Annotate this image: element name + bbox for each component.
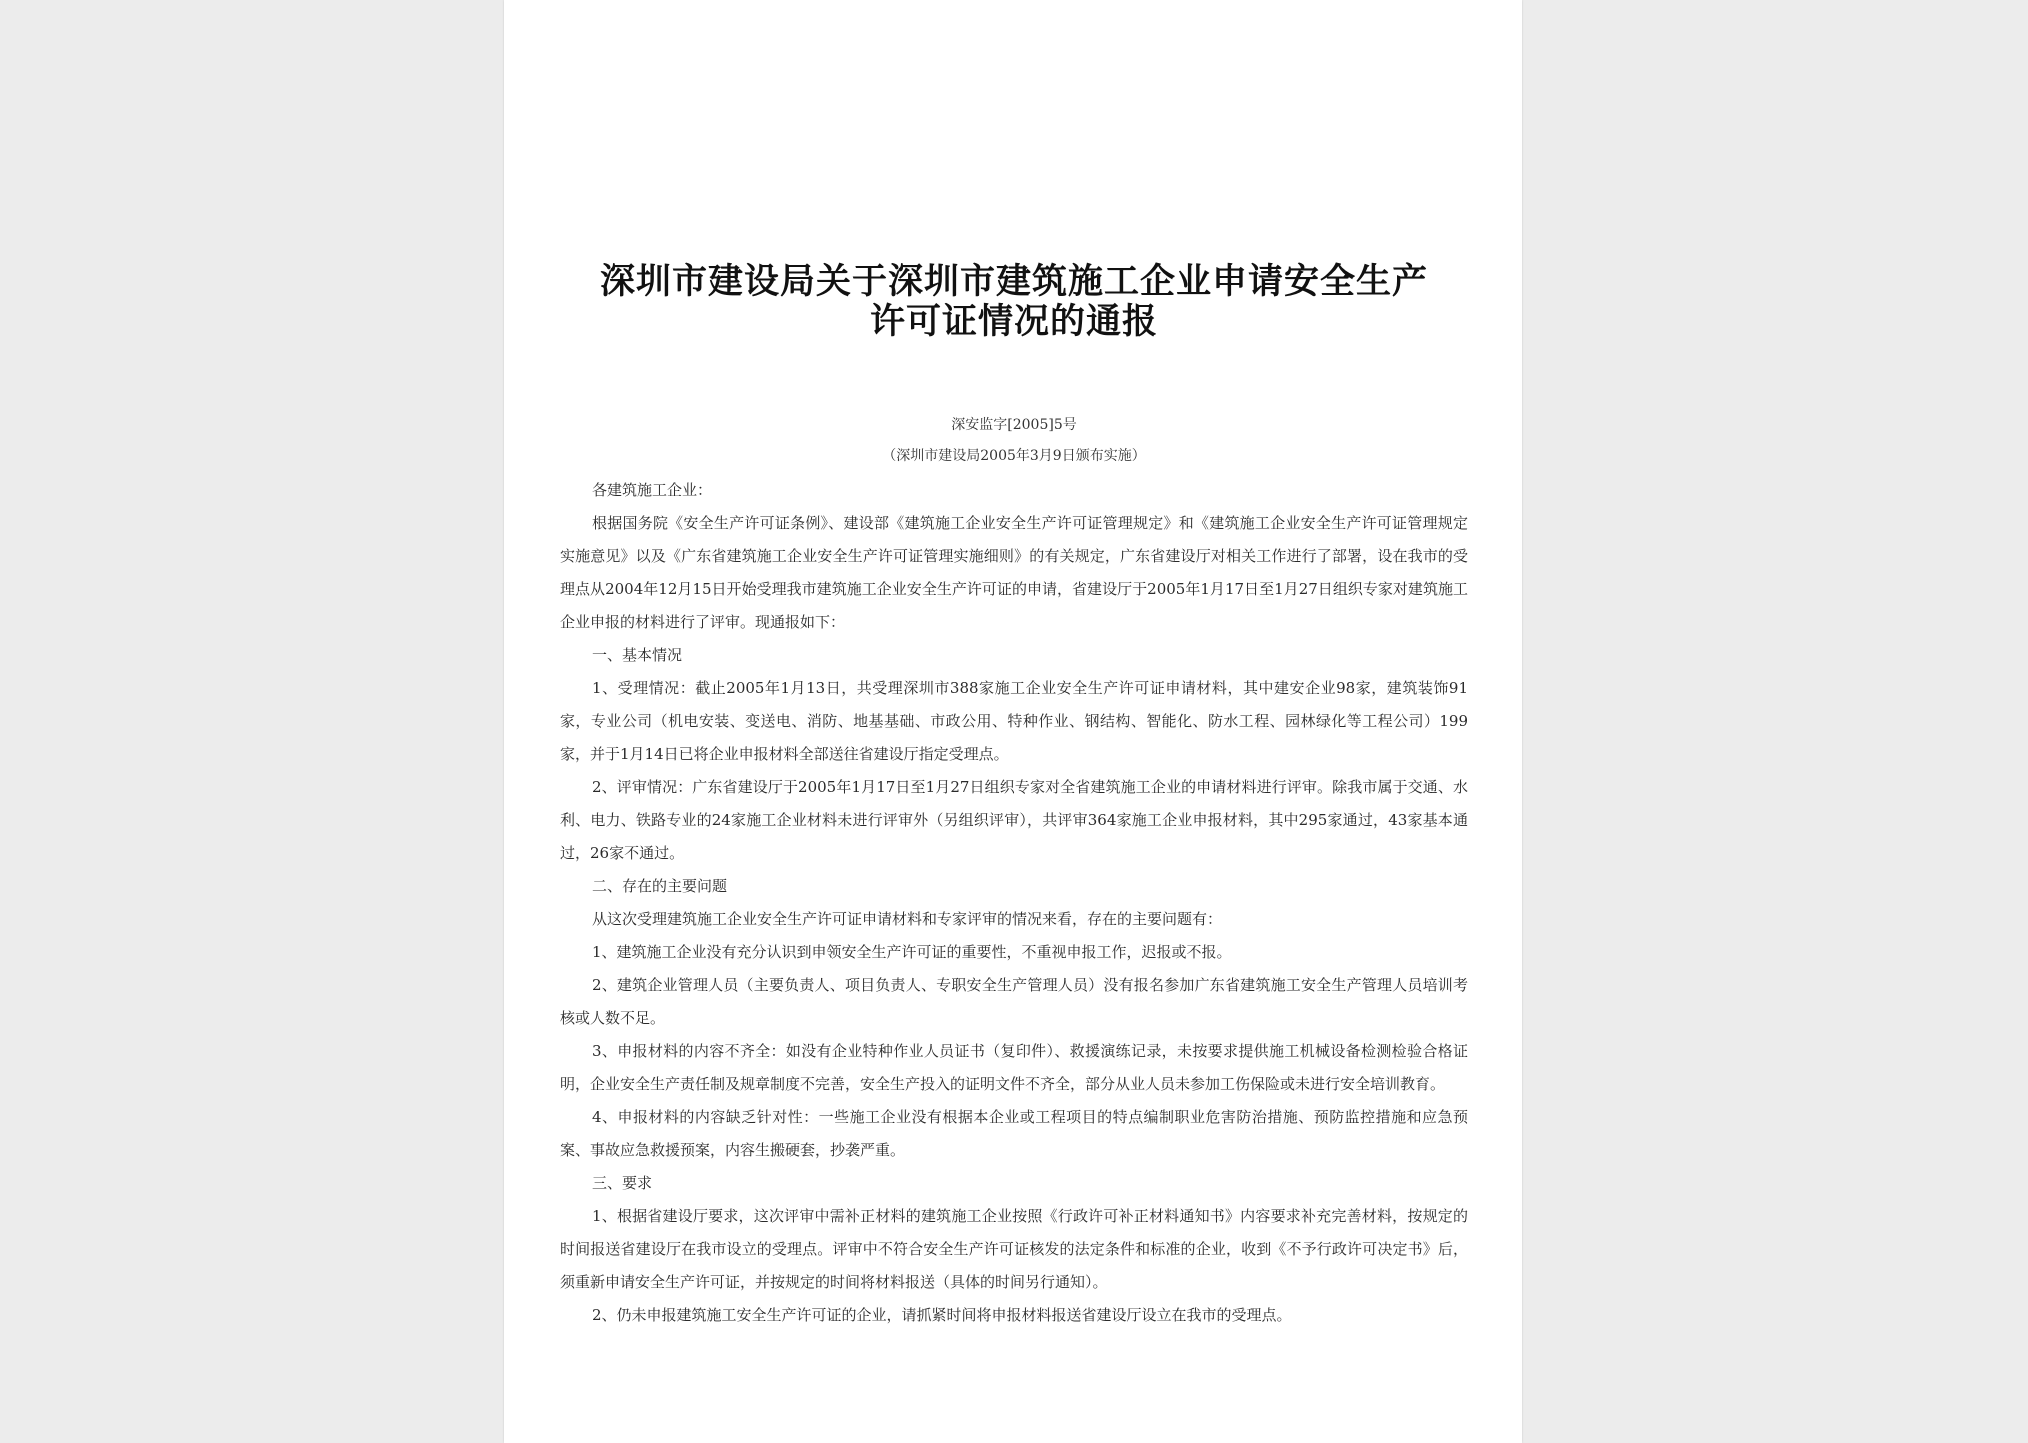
document-number: 深安监字[2005]5号 <box>951 417 1077 433</box>
title-line-2: 许可证情况的通报 <box>869 301 1158 342</box>
issue-note: （深圳市建设局2005年3月9日颁布实施） <box>882 448 1146 464</box>
paragraph: 3、申报材料的内容不齐全：如没有企业特种作业人员证书（复印件）、救援演练记录，未按要求提供施工机械设备检测检验合格证明，企业安全生产责任制及规章制度不完善，安全生产投入的证明文件不齐全，部分从业人员未参加工伤保险或未进行安全培训教育。 <box>560 1042 1468 1093</box>
document-body <box>560 474 1468 1332</box>
paragraph: 1、受理情况：截止2005年1月13日，共受理深圳市388家施工企业安全生产许可证申请材料，其中建安企业98家，建筑装饰91家，专业公司（机电安装、变送电、消防、地基基础、市政公用、特种作业、钢结构、智能化、防水工程、园林绿化等工程公司）199家，并于1月14日已将企业申报材料全部送往省建设厅指定受理点。 <box>560 679 1468 763</box>
paragraph: 2、评审情况：广东省建设厅于2005年1月17日至1月27日组织专家对全省建筑施工企业的申请材料进行评审。除我市属于交通、水利、电力、铁路专业的24家施工企业材料未进行评审外（另组织评审），共评审364家施工企业申报材料，其中295家通过，43家基本通过，26家不通过。 <box>560 778 1468 862</box>
paragraph: 根据国务院《安全生产许可证条例》、建设部《建筑施工企业安全生产许可证管理规定》和《建筑施工企业安全生产许可证管理规定实施意见》以及《广东省建筑施工企业安全生产许可证管理实施细则》的有关规定，广东省建设厅对相关工作进行了部署，设在我市的受理点从2004年12月15日开始受理我市建筑施工企业安全生产许可证的申请，省建设厅于2005年1月17日至1月27日组织专家对建筑施工企业申报的材料进行了评审。现通报如下： <box>560 514 1468 631</box>
document-title <box>560 262 1468 342</box>
paragraph: 2、仍未申报建筑施工安全生产许可证的企业，请抓紧时间将申报材料报送省建设厅设立在我市的受理点。 <box>592 1306 1292 1324</box>
document-page <box>504 0 1522 1443</box>
paragraph: 2、建筑企业管理人员（主要负责人、项目负责人、专职安全生产管理人员）没有报名参加广东省建筑施工安全生产管理人员培训考核或人数不足。 <box>560 976 1468 1027</box>
section-heading: 一、基本情况 <box>592 646 683 664</box>
paragraph: 4、申报材料的内容缺乏针对性：一些施工企业没有根据本企业或工程项目的特点编制职业危害防治措施、预防监控措施和应急预案、事故应急救援预案，内容生搬硬套，抄袭严重。 <box>560 1108 1468 1159</box>
paragraph: 从这次受理建筑施工企业安全生产许可证申请材料和专家评审的情况来看，存在的主要问题有： <box>592 910 1223 928</box>
section-heading: 三、要求 <box>592 1174 653 1192</box>
section-heading: 二、存在的主要问题 <box>592 877 728 895</box>
paragraph: 1、建筑施工企业没有充分认识到申领安全生产许可证的重要性，不重视申报工作，迟报或不报。 <box>592 943 1232 961</box>
title-line-1: 深圳市建设局关于深圳市建筑施工企业申请安全生产 <box>599 261 1428 302</box>
document-meta <box>560 410 1468 472</box>
paragraph: 1、根据省建设厅要求，这次评审中需补正材料的建筑施工企业按照《行政许可补正材料通知书》内容要求补充完善材料，按规定的时间报送省建设厅在我市设立的受理点。评审中不符合安全生产许可证核发的法定条件和标准的企业，收到《不予行政许可决定书》后，须重新申请安全生产许可证，并按规定的时间将材料报送（具体的时间另行通知）。 <box>560 1207 1468 1291</box>
page-content <box>560 262 1468 1332</box>
paragraph: 各建筑施工企业： <box>592 481 713 499</box>
